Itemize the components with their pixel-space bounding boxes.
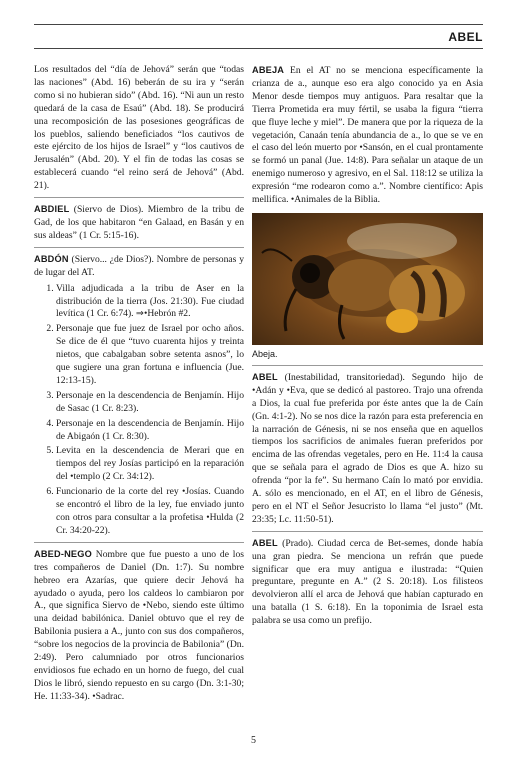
entry-divider xyxy=(252,531,483,532)
headword: ABED-NEGO xyxy=(34,548,92,559)
entry-abdon xyxy=(34,253,244,538)
entry-abel-1 xyxy=(252,371,483,527)
entry-body: (Siervo de Dios). Miembro de la tribu de Gad, de los que habitaron “en Galaad, en Basán y en sus aldeas” (1 Cr. 5:15-16). xyxy=(34,204,244,241)
entry-abdiel xyxy=(34,203,244,243)
bee-icon xyxy=(252,213,483,345)
entry-abednego xyxy=(34,548,244,704)
entry-abeja xyxy=(252,64,483,207)
sense-item: 3. Personaje en la descendencia de Benjamín. Hijo de Sasac (1 Cr. 8:23). xyxy=(56,390,244,416)
entry-divider xyxy=(34,197,244,198)
headword: ABEL xyxy=(252,537,278,548)
sense-item: 4. Personaje en la descendencia de Benjamín. Hijo de Abigaón (1 Cr. 8:30). xyxy=(56,418,244,444)
photo-caption: Abeja. xyxy=(252,348,278,359)
sense-item: 6. Funcionario de la corte del rey •Josías. Cuando se encontró el libro de la ley, fue enviado junto con otros para consultar a la profetisa •Hulda (2 Cr. 34:20-22). xyxy=(56,486,244,538)
header-bottom-rule xyxy=(34,48,483,49)
bee-photo xyxy=(252,213,483,345)
sense-item: 1. Villa adjudicada a la tribu de Aser en la distribución de la tierra (Jos. 21:30). Fue ciudad levítica (1 Cr. 6:74). ⇒•Hebrón #2. xyxy=(56,283,244,322)
entry-body: En el AT no se menciona específicamente la crianza de a., aunque eso era algo conocido ya en Asia Menor desde tiempos muy antiguos. Para resaltar que la Tierra Prometida era muy fértil, se usaba la figura “tierra que fluye leche y miel”. De manera que por la riqueza de la vegetación, Canaán tenía abundancia de a., lo que se ve en el caso del león muerto por •Sansón, en el cual prontamente se formó un panal (Jue. 14:8). Para señalar un ataque de un enemigo numeroso y agresivo, en el Sal. 118:12 se utiliza la expresión “me rodearon como a.”. Nombre científico: Apis mellifica. •Animales de la Biblia. xyxy=(252,65,483,206)
entry-intro: (Siervo... ¿de Dios?). Nombre de personas y de lugar del AT. xyxy=(34,253,244,278)
entry-divider xyxy=(34,542,244,543)
headword: ABEJA xyxy=(252,65,285,75)
entry-divider xyxy=(34,247,244,248)
entry-body: Nombre que fue puesto a uno de los tres compañeros de Daniel (Dn. 1:7). Su nombre hebreo era Azarías, que quiere decir Jehová ha ayudado o ayuda, pero los caldeos lo cambiaron por A., que significa Siervo de •Nebo, siendo este último una deidad babilónica. Daniel obtuvo que el rey de Babilonia pusiera a A., junto con sus dos compañeros, “sobre los negocios de la provincia de Babilonia” (Dn. 2:49). Pero calumniado por otros funcionarios envidiosos fue echado en un horno de fuego, del cual Dios le libró, siendo repuesto en su cargo (Dn. 3:1-30; He. 11:33-34). •Sadrac. xyxy=(34,548,244,702)
entry-abel-2 xyxy=(252,537,483,628)
sense-item: 2. Personaje que fue juez de Israel por ocho años. Se dice de él que “tuvo cuarenta hijos y treinta nietos, que cabalgaban sobre setenta asnos”, lo que sugiere una gran fortuna e influencia (Jue. 12:13-15). xyxy=(56,323,244,388)
continuation-text: Los resultados del “día de Jehová” serán que “todas las naciones” (Abd. 16) beberán de su ira y “serán como si no hubieran sido” (Abd. 16). “Ni aun un resto quedará de la casa de Esaú” (Abd. 18). Se producirá una recomposición de las posesiones geográficas de los pueblos, saliendo beneficiados “los cautivos de este ejército de los hijos de Israel” y “los cautivos de Jerusalén” (Abd. 20). Y el fin de todas las cosas se establecerá cuando “el reino será de Jehová” (Abd. 21). xyxy=(34,64,244,192)
headword: ABEL xyxy=(252,371,278,382)
entry-divider xyxy=(252,365,483,366)
entry-body: (Prado). Ciudad cerca de Bet-semes, donde había una gran piedra. Se menciona un refrán que puede significar que era muy antigua e ilustrada: “Quien preguntare, pregunte en A.” (2 S. 20:18). Los filisteos devolvieron allí el arca de Jehová que habían capturado en una batalla (1 S. 6:18). En la toponimia de Israel esta palabra se usa como un prefijo. xyxy=(252,537,483,627)
sense-item: 5. Levita en la descendencia de Merari que en tiempos del rey Josías participó en la reparación del •templo (2 Cr. 34:12). xyxy=(56,445,244,484)
guide-word: ABEL xyxy=(448,30,483,44)
sense-list xyxy=(34,283,244,538)
right-column xyxy=(252,64,483,632)
headword: ABDÓN xyxy=(34,253,69,264)
page-number: 5 xyxy=(251,735,256,746)
left-column xyxy=(34,64,244,708)
headword: ABDIEL xyxy=(34,204,70,215)
header-rule xyxy=(34,24,483,25)
entry-body: (Inestabilidad, transitoriedad). Segundo hijo de •Adán y •Eva, que se dedicó al pastoreo. Trajo una ofrenda a Dios, la cual fue preferida por éste antes que la de Caín (Gn. 4:1-2). No se nos dice la razón para esta preferencia en la narración de Génesis, ni se nos enseña que en aquellos tiempos los sacrificios de animales fueran preferidos por encima de las ofrendas vegetales, pero en He. 11:4 la causa que se señala para el agrado de Dios es que A. hizo su ofrenda “por la fe”. Su hermano Caín lo mató por envidia. A. sólo es mencionado, en el AT, en el libro de Génesis, pero en el NT el Señor Jesucristo lo llama “el justo” (Mt. 23:35; Lc. 11:50-51). xyxy=(252,371,483,525)
